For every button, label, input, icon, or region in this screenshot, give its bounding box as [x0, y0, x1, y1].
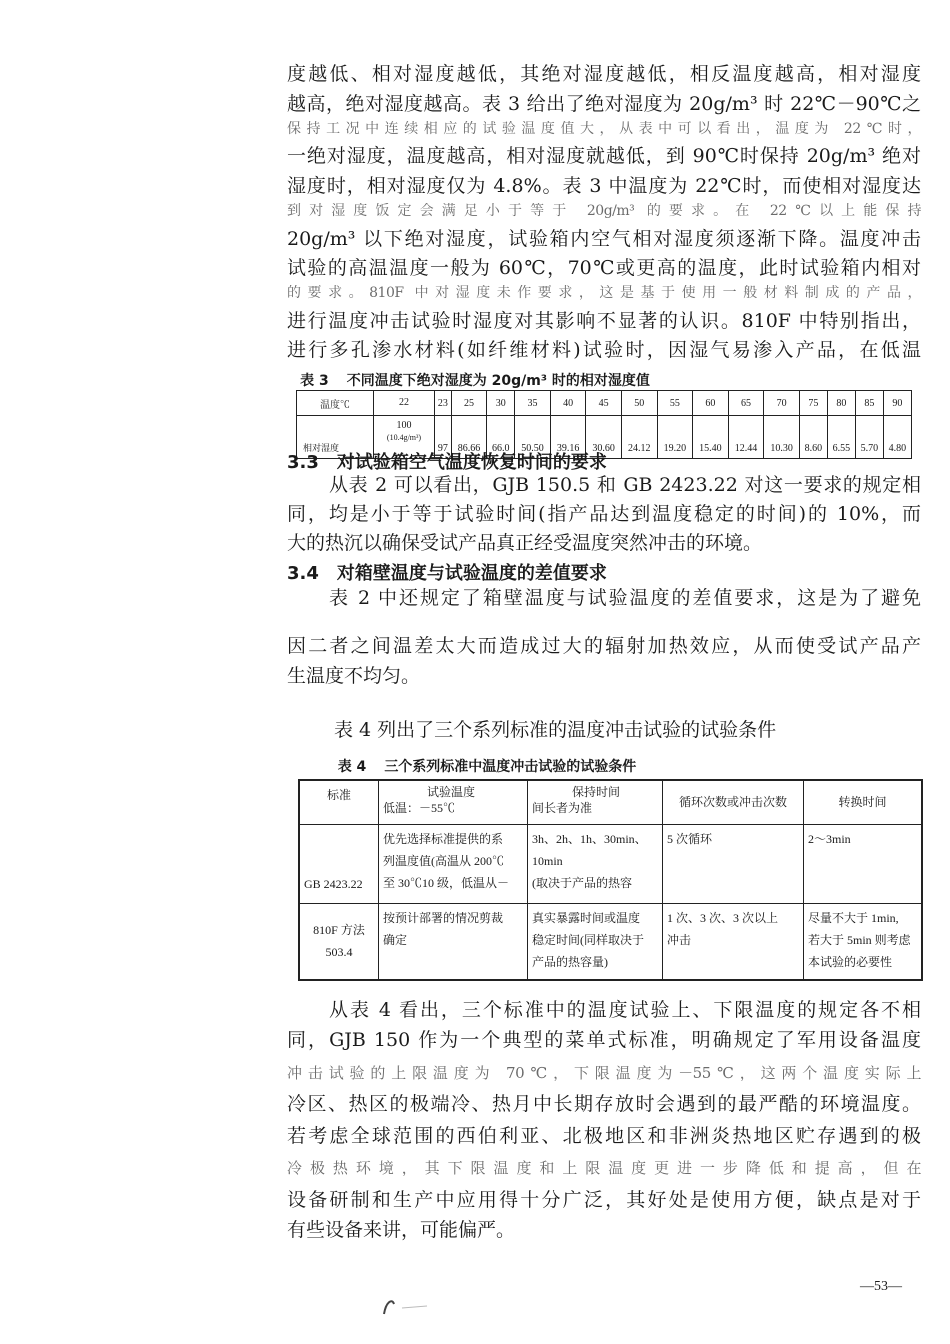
body-line: 从表 2 可以看出，GJB 150.5 和 GB 2423.22 对这一要求的规定相: [329, 474, 921, 496]
body-line: 表 2 中还规定了箱壁温度与试验温度的差值要求，这是为了避免: [329, 587, 921, 609]
section-number: 3.4: [287, 563, 319, 584]
table3-cell: 22: [374, 391, 435, 416]
body-line: 冷区、热区的极端冷、热月中长期存放时会遇到的最严酷的环境温度。: [287, 1093, 921, 1115]
header-line: 低温：－55℃: [383, 801, 456, 815]
table4-header-hold-time: [528, 780, 663, 824]
table3-cell: 50.50: [515, 416, 551, 459]
cell-line: 1 次、3 次、3 次以上: [667, 910, 779, 925]
table4-cell: [663, 824, 804, 903]
table3-rh-first: 100: [396, 420, 412, 431]
body-line: 大的热沉以确保受试产品真正经受温度突然冲击的环境。: [287, 532, 763, 554]
body-line: 因二者之间温差太大而造成过大的辐射加热效应，从而使受试产品产: [287, 635, 921, 657]
section-title: 对箱壁温度与试验温度的差值要求: [336, 563, 607, 584]
table3-cell: 70: [764, 391, 800, 416]
table4-row: [299, 824, 922, 903]
table3-cell: 10.30: [764, 416, 800, 459]
body-line: 度越低、相对湿度越低，其绝对湿度越低，相反温度越高，相对湿度: [287, 63, 921, 85]
table3-cell: 5.70: [855, 416, 883, 459]
header-line: 保持时间: [572, 785, 621, 799]
cell-line: 至 30℃10 级，低温从－: [383, 875, 510, 890]
cell-line: 503.4: [325, 945, 353, 960]
table4: [298, 779, 923, 981]
scan-smudge-icon: [372, 1284, 432, 1324]
table3-cell: 97: [435, 416, 452, 459]
section-number: 3.3: [287, 452, 319, 473]
table4-cell: [804, 903, 923, 980]
cell-line: 10min: [532, 853, 563, 868]
table4-caption: [12, 756, 950, 776]
table4-cell: [528, 903, 663, 980]
table3-cell: 19.20: [657, 416, 693, 459]
table3-cell: 25: [451, 391, 487, 416]
cell-line: 若大于 5min 则考虑: [808, 932, 911, 947]
table4-cell-standard: [299, 903, 379, 980]
table4-row: [299, 903, 922, 980]
body-line-garbled: 到对湿度饭定会满足小于等于 20g/m³ 的要求。在 22℃以上能保持: [287, 203, 921, 219]
table3-cell: 12.44: [728, 416, 764, 459]
table3-cell: 66.0: [487, 416, 515, 459]
body-line-garbled: 的要求。810F 中对湿度未作要求，这是基于使用一般材料制成的产品，: [287, 285, 921, 301]
table3-cell: 23: [435, 391, 452, 416]
table3-caption-number: 表 3: [300, 373, 329, 389]
cell-line: 2～3min: [808, 831, 851, 846]
table3-cell: 30.60: [586, 416, 622, 459]
table3-cell: 90: [883, 391, 911, 416]
cell-line: 尽量不大于 1min,: [808, 910, 899, 925]
table4-cell-standard: GB 2423.22: [299, 824, 379, 903]
table3-rh-first-note: (10.4g/m³): [386, 433, 422, 442]
table4-header-standard: 标准: [299, 780, 379, 824]
table3-cell: 86.66: [451, 416, 487, 459]
body-line: 同，GJB 150 作为一个典型的菜单式标准，明确规定了军用设备温度: [287, 1029, 921, 1051]
table3-cell: 15.40: [693, 416, 729, 459]
table4-cell: [528, 824, 663, 903]
body-line: 20g/m³ 以下绝对湿度，试验箱内空气相对湿度须逐渐下降。温度冲击: [287, 228, 921, 250]
table4-cell: [379, 903, 528, 980]
table3-cell: 65: [728, 391, 764, 416]
cell-line: 本试验的必要性: [808, 954, 893, 969]
table3-cell: 40: [550, 391, 586, 416]
body-line-garbled: 冷极热环境，其下限温度和上限温度更进一步降低和提高，但在: [287, 1160, 921, 1176]
table3-cell: 8.60: [799, 416, 827, 459]
body-line-garbled: 冲击试验的上限温度为 70℃，下限温度为－55℃，这两个温度实际上: [287, 1065, 921, 1081]
table3-cell: 55: [657, 391, 693, 416]
cell-line: 真实暴露时间或温度: [532, 910, 641, 925]
cell-line: 列温度值(高温从 200℃: [383, 853, 504, 868]
table3-cell: 50: [621, 391, 657, 416]
table3-cell: 80: [827, 391, 855, 416]
body-line: 湿度时，相对湿度仅为 4.8%。表 3 中温度为 22℃时，而使相对湿度达: [287, 175, 921, 197]
body-line: 有些设备来讲，可能偏严。: [287, 1219, 516, 1241]
table3-cell: 4.80: [883, 416, 911, 459]
body-line: 进行多孔渗水材料(如纤维材料)试验时，因湿气易渗入产品，在低温: [287, 339, 921, 361]
body-line: 若考虑全球范围的西伯利亚、北极地区和非洲炎热地区贮存遇到的极: [287, 1125, 921, 1147]
cell-line: (取决于产品的热容: [532, 875, 632, 890]
section-3-4-heading: [287, 559, 607, 585]
table3-cell: 30: [487, 391, 515, 416]
table4-header-transfer: 转换时间: [804, 780, 923, 824]
table4-cell: [804, 824, 923, 903]
section-3-3-heading: [287, 448, 607, 474]
table3-caption-text: 不同温度下绝对湿度为 20g/m³ 时的相对湿度值: [346, 373, 650, 389]
table4-cell: [379, 824, 528, 903]
table3-cell: 75: [799, 391, 827, 416]
body-line: 试验的高温温度一般为 60℃，70℃或更高的温度，此时试验箱内相对: [287, 257, 921, 279]
cell-line: 产品的热容量): [532, 954, 608, 969]
table3-temp-row: [297, 391, 912, 416]
body-line: 一绝对湿度，温度越高，相对湿度就越低，到 90℃时保持 20g/m³ 绝对: [287, 145, 921, 167]
body-line-garbled: 保持工况中连续相应的试验温度值大，从表中可以看出，温度为 22℃时，: [287, 121, 921, 137]
table3-cell: 6.55: [827, 416, 855, 459]
table3-cell: 60: [693, 391, 729, 416]
table3-cell: 45: [586, 391, 622, 416]
table3-cell: 85: [855, 391, 883, 416]
cell-line: 按预计部署的情况剪裁: [383, 910, 504, 925]
table4-header-cycles: 循环次数或冲击次数: [663, 780, 804, 824]
table4-caption-number: 表 4: [337, 759, 367, 775]
cell-line: 确定: [383, 932, 408, 947]
cell-line: 5 次循环: [667, 831, 713, 846]
cell-line: 优先选择标准提供的系: [383, 831, 504, 846]
body-line: 越高，绝对湿度越高。表 3 给出了绝对湿度为 20g/m³ 时 22℃－90℃之: [287, 93, 921, 115]
table3-row-header: 相对湿度: [297, 416, 374, 459]
table3-cell: 39.16: [550, 416, 586, 459]
table3-caption: [0, 370, 950, 390]
table3-row-header: 温度℃: [297, 391, 374, 416]
cell-line: 稳定时间(同样取决于: [532, 932, 644, 947]
table4-intro: 表 4 列出了三个系列标准的温度冲击试验的试验条件: [334, 719, 777, 741]
table4-header-row: [299, 780, 922, 824]
body-line: 同，均是小于等于试验时间(指产品达到温度稳定的时间)的 10%，而: [287, 503, 921, 525]
body-line: 生温度不均匀。: [287, 665, 421, 687]
cell-line: 3h、2h、1h、30min、: [532, 831, 647, 846]
header-line: 间长者为准: [532, 801, 593, 815]
table4-cell: [663, 903, 804, 980]
body-line: 从表 4 看出，三个标准中的温度试验上、下限温度的规定各不相: [329, 999, 921, 1021]
header-line: 试验温度: [427, 785, 476, 799]
body-line: 进行温度冲击试验时湿度对其影响不显著的认识。810F 中特别指出，: [287, 310, 921, 332]
section-title: 对试验箱空气温度恢复时间的要求: [336, 452, 607, 473]
table4-header-test-temp: [379, 780, 528, 824]
cell-line: 冲击: [667, 932, 692, 947]
table3-cell: 24.12: [621, 416, 657, 459]
table4-caption-text: 三个系列标准中温度冲击试验的试验条件: [384, 759, 637, 775]
table3-cell: 35: [515, 391, 551, 416]
cell-line: 810F 方法: [313, 923, 365, 938]
body-line: 设备研制和生产中应用得十分广泛，其好处是使用方便，缺点是对于: [287, 1189, 921, 1211]
page-number: —53—: [860, 1279, 902, 1294]
